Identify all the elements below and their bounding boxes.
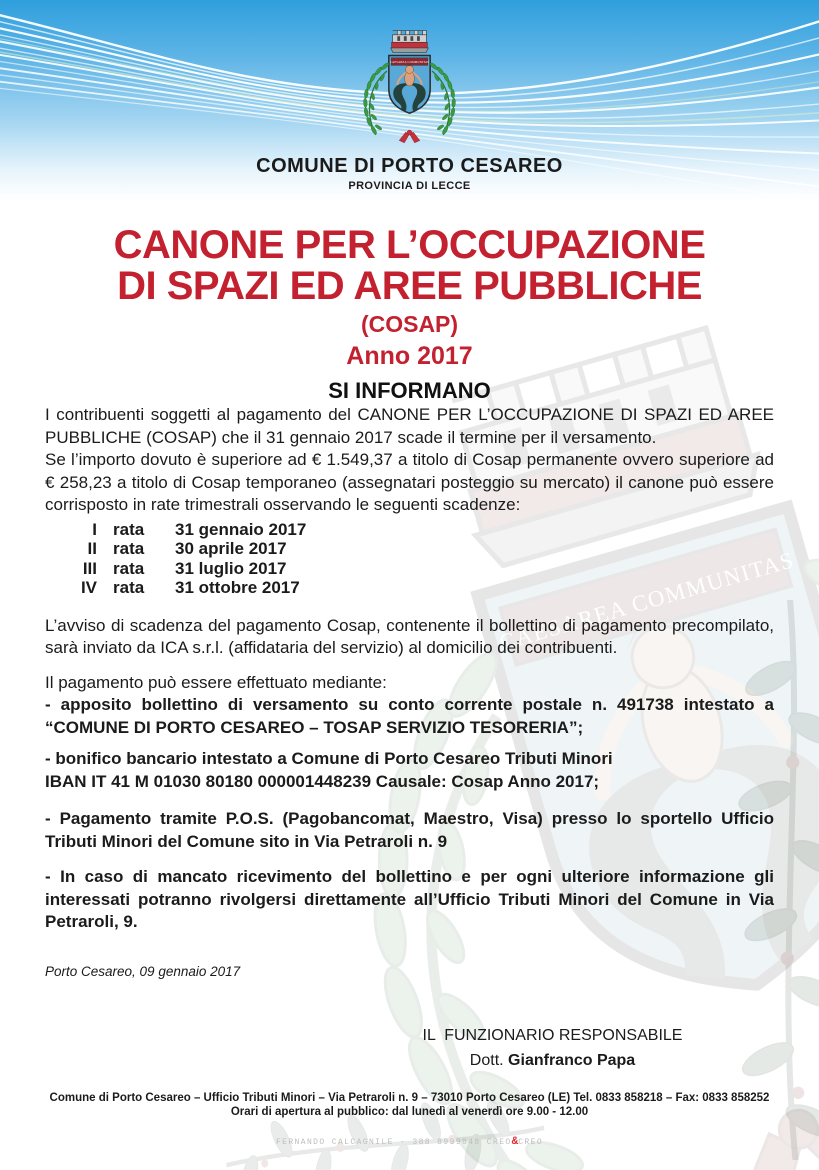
payment-method-bank-line1: - bonifico bancario intestato a Comune di Porto Cesareo Tributi Minori [45,749,613,768]
coat-of-arms-icon [353,24,466,148]
crest-wrap [45,24,774,152]
installment-ordinal: II [87,539,97,558]
installment-row [45,578,774,598]
signature-person-name: Gianfranco Papa [508,1051,636,1069]
notice-year: Anno 2017 [346,342,473,370]
payment-intro: Il pagamento può essere effettuato mediante: [45,672,387,692]
installment-due-date: 31 gennaio 2017 [175,519,307,539]
announcement-heading: SI INFORMANO [328,378,491,403]
studio-logo-right: CREO [518,1137,544,1147]
footer-block [45,1091,774,1119]
installment-row [45,559,774,579]
installment-label: rata [113,578,145,597]
installment-row [45,520,774,540]
signature-role: IL FUNZIONARIO RESPONSABILE [422,1026,683,1044]
installment-due-date: 31 luglio 2017 [175,558,287,578]
notice-title-line1: CANONE PER L’OCCUPAZIONE [113,223,706,267]
signature-block [188,1023,819,1073]
installment-row [45,539,774,559]
payment-method-info: - In caso di mancato ricevimento del bollettino e per ogni ulteriore informazione gli interessati potranno rivolgersi direttamente all’Ufficio Tributi Minori del Comune in Via Petraroli, 9. [45,867,774,931]
cosap-acronym: (COSAP) [360,311,459,337]
installments-table [45,520,774,598]
intro-paragraph: I contribuenti soggetti al pagamento del CANONE PER L’OCCUPAZIONE DI SPAZI ED AREE PUBBLICHE (COSAP) che il 31 gennaio 2017 scade il termine per il versamento. [45,405,774,447]
installment-ordinal: I [92,519,97,539]
installment-label: rata [113,539,145,558]
dateline: Porto Cesareo, 09 gennaio 2017 [45,963,241,979]
installment-due-date: 31 ottobre 2017 [175,578,300,597]
studio-logo-left: CREO [486,1137,512,1147]
footer-hours-line: Orari di apertura al pubblico: dal lunedì al venerdì ore 9.00 - 12.00 [230,1105,589,1118]
studio-logo-ampersand: & [511,1135,519,1148]
installment-label: rata [113,519,145,539]
notice-title [45,225,774,307]
municipality-name: COMUNE DI PORTO CESAREO [256,155,563,177]
signature-name [188,1048,819,1073]
studio-logo [486,1135,544,1148]
payment-method-pos: - Pagamento tramite P.O.S. (Pagobancomat, Maestro, Visa) presso lo sportello Ufficio Tributi Minori del Comune sito in Via Petraroli n. 9 [45,809,774,851]
footer-contact-line: Comune di Porto Cesareo – Ufficio Tributi Minori – Via Petraroli n. 9 – 73010 Porto Cesareo (LE) Tel. 0833 858218 – Fax: 0833 858252 [49,1091,770,1104]
payment-method-postal: - apposito bollettino di versamento su conto corrente postale n. 491738 intestato a “COMUNE DI PORTO CESAREO – TOSAP SERVIZIO TESORERIA”; [45,695,774,737]
designer-credit-text: FERNANDO CALCAGNILE - 388 8999848 [275,1137,481,1147]
threshold-paragraph: Se l’importo dovuto è superiore ad € 1.549,37 a titolo di Cosap permanente ovvero superiore ad € 258,23 a titolo di Cosap temporaneo (assegnatari posteggio su mercato) il canone può essere corrisposto in rate trimestrali osservando le seguenti scadenze: [45,450,774,514]
province-name: PROVINCIA DI LECCE [348,180,471,192]
delivery-paragraph: L’avviso di scadenza del pagamento Cosap, contenente il bollettino di pagamento precompilato, sarà inviato da ICA s.r.l. (affidataria del servizio) al domicilio dei contribuenti. [45,615,774,657]
installment-label: rata [113,558,145,578]
notice-title-line2: DI SPAZI ED AREE PUBBLICHE [117,264,702,308]
installment-due-date: 30 aprile 2017 [175,539,287,558]
installment-ordinal: III [82,558,97,578]
payment-method-bank [45,748,774,793]
designer-credit [45,1136,774,1148]
installment-ordinal: IV [80,578,97,597]
signature-title-prefix: Dott. [469,1051,504,1069]
payment-method-bank-line2: IBAN IT 41 M 01030 80180 000001448239 Causale: Cosap Anno 2017; [45,771,600,791]
